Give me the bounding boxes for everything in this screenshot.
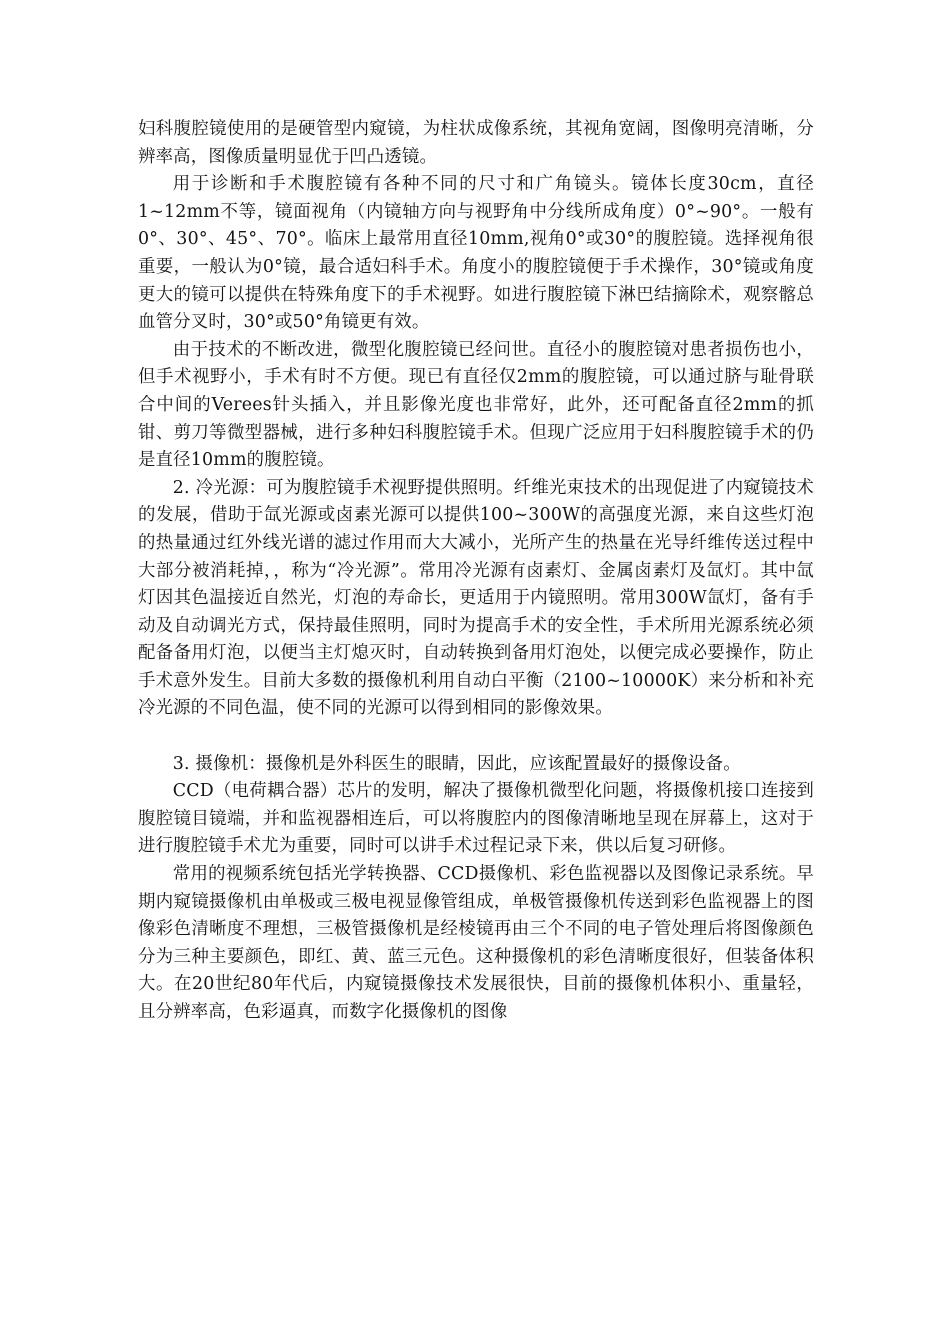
document-body [138,116,814,1027]
paragraph-camera-heading: 3. 摄像机：摄像机是外科医生的眼睛，因此，应该配置最好的摄像设备。 [172,753,741,774]
paragraph-lens-sizes-angles: 用于诊断和手术腹腔镜有各种不同的尺寸和广角镜头。镜体长度30cm，直径1~12mm不等，镜面视角（内镜轴方向与视野角中分线所成角度）0°~90°。一般有0°、30°、45°、70°。临床上最常用直径10mm,视角0°或30°的腹腔镜。选择视角很重要，一般认为0°镜，最合适妇科手术。角度小的腹腔镜便于手术操作，30°镜或角度更大的镜可以提供在特殊角度下的手术视野。如进行腹腔镜下淋巴结摘除术，观察髂总血管分叉时，30°或50°角镜更有效。 [138,174,814,333]
paragraph-ccd-chip: CCD（电荷耦合器）芯片的发明，解决了摄像机微型化问题，将摄像机接口连接到腹腔镜目镜端，并和监视器相连后，可以将腹腔内的图像清晰地呈现在屏幕上，这对于进行腹腔镜手术尤为重要，同时可以讲手术过程记录下来，供以后复习研修。 [138,781,814,857]
blank-line [138,723,814,751]
paragraph-rigid-endoscope: 妇科腹腔镜使用的是硬管型内窥镜，为柱状成像系统，其视角宽阔，图像明亮清晰，分辨率高，图像质量明显优于凹凸透镜。 [138,119,814,167]
paragraph-video-system: 常用的视频系统包括光学转换器、CCD摄像机、彩色监视器以及图像记录系统。早期内窥镜摄像机由单极或三极电视显像管组成，单极管摄像机传送到彩色监视器上的图像彩色清晰度不理想，三极管摄像机是经棱镜再由三个不同的电子管处理后将图像颜色分为三种主要颜色，即红、黄、蓝三元色。这种摄像机的彩色清晰度很好，但装备体积大。在20世纪80年代后，内窥镜摄像技术发展很快，目前的摄像机体积小、重量轻，且分辨率高，色彩逼真，而数字化摄像机的图像 [138,864,814,1022]
paragraph-miniature-laparoscope: 由于技术的不断改进，微型化腹腔镜已经问世。直径小的腹腔镜对患者损伤也小，但手术视野小，手术有时不方便。现已有直径仅2mm的腹腔镜，可以通过脐与耻骨联合中间的Verees针头插入，并且影像光度也非常好，此外，还可配备直径2mm的抓钳、剪刀等微型器械，进行多种妇科腹腔镜手术。但现广泛应用于妇科腹腔镜手术的仍是直径10mm的腹腔镜。 [138,339,814,471]
paragraph-cold-light-source: 2. 冷光源：可为腹腔镜手术视野提供照明。纤维光束技术的出现促进了内窥镜技术的发展，借助于氙光源或卤素光源可以提供100~300W的高强度光源，来自这些灯泡的热量通过红外线光谱的滤过作用而大大减小，光所产生的热量在光导纤维传送过程中大部分被消耗掉，，称为“冷光源”。常用冷光源有卤素灯、金属卤素灯及氙灯。其中氙灯因其色温接近自然光，灯泡的寿命长，更适用于内镜照明。常用300W氙灯，备有手动及自动调光方式，保持最佳照明，同时为提高手术的安全性，手术所用光源系统必须配备备用灯泡，以便当主灯熄灭时，自动转换到备用灯泡处，以便完成必要操作，防止手术意外发生。目前大多数的摄像机利用自动白平衡（2100~10000K）来分析和补充冷光源的不同色温，使不同的光源可以得到相同的影像效果。 [138,477,814,719]
